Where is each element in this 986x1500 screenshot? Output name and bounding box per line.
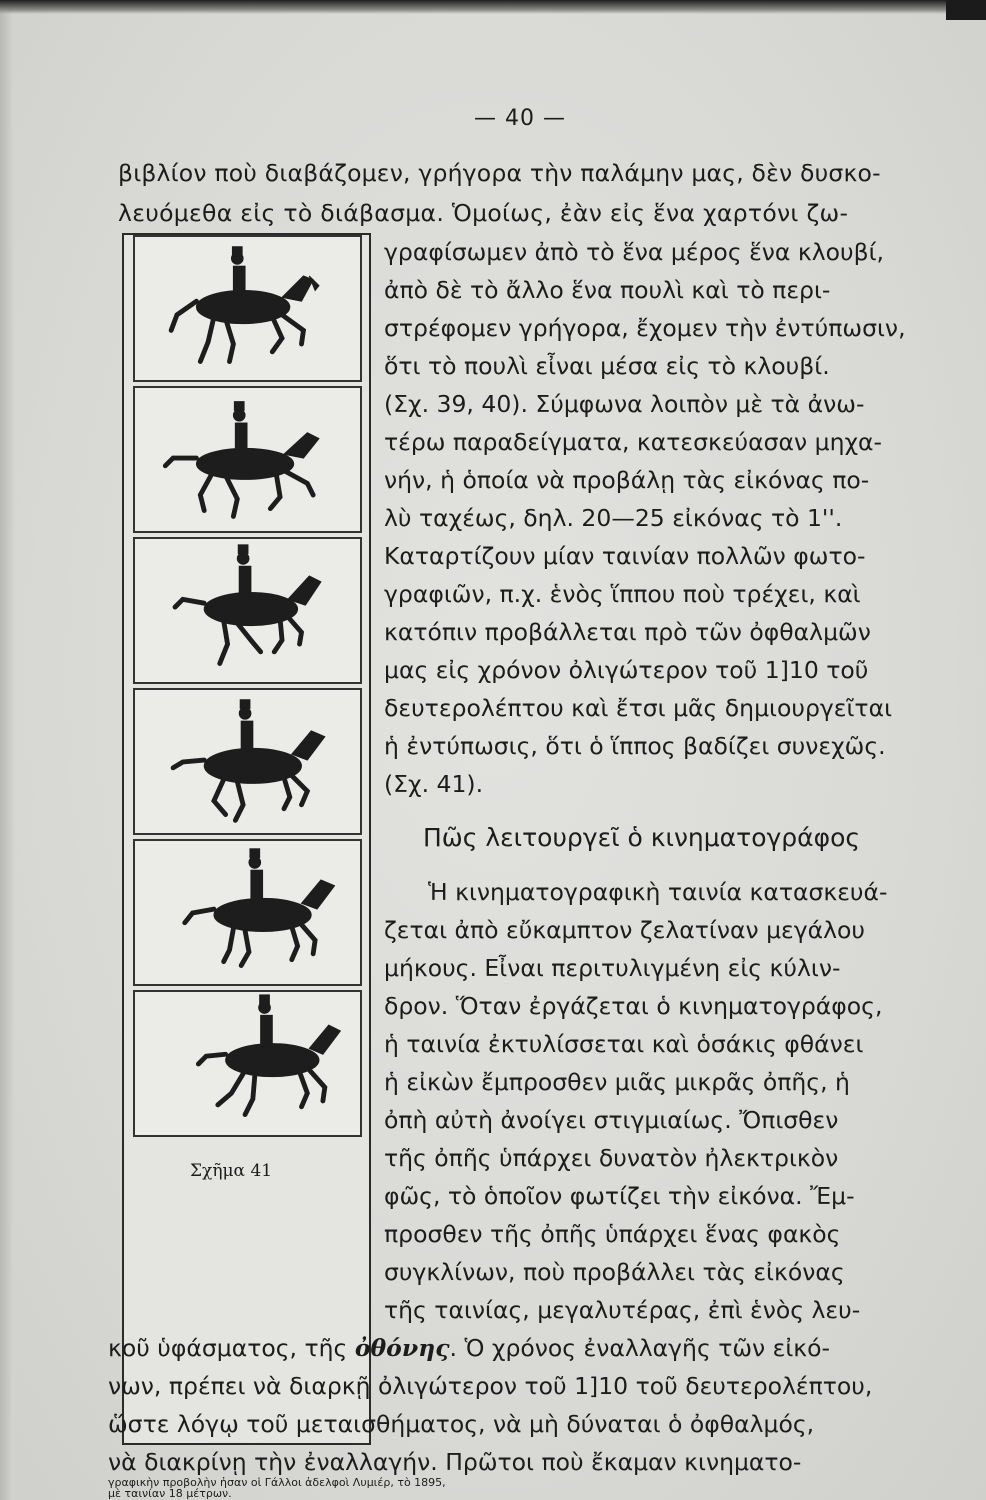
text-line: ὀπὴ αὐτὴ ἀνοίγει στιγμιαίως. Ὄπισθεν	[384, 1106, 839, 1134]
text-line: γραφιῶν, π.χ. ἑνὸς ἵππου ποὺ τρέχει, καὶ	[384, 580, 861, 608]
text-line: ἀπὸ δὲ τὸ ἄλλο ἕνα πουλὶ καὶ τὸ περι-	[384, 276, 831, 304]
text-line: μήκους. Εἶναι περιτυλιγμένη εἰς κύλιν-	[384, 954, 841, 982]
text-line: νων, πρέπει νὰ διαρκῇ ὀλιγώτερον τοῦ 1]10 τοῦ δευτερολέπτου,	[108, 1372, 873, 1400]
text-line: μὲ ταινίαν 18 μέτρων.	[108, 1487, 232, 1499]
text-line	[108, 1334, 830, 1362]
text-line: κατόπιν προβάλλεται πρὸ τῶν ὀφθαλμῶν	[384, 618, 871, 646]
text-line: γραφικὴν προβολὴν ἦσαν οἱ Γάλλοι ἀδελφοὶ Λυμιέρ, τὸ 1895,	[108, 1477, 446, 1489]
text-line: βιβλίον ποὺ διαβάζομεν, γρήγορα τὴν παλάμην μας, δὲν δυσκο-	[118, 159, 881, 187]
page-left-edge	[0, 0, 14, 1500]
text-fragment: . Ὁ χρόνος ἐναλλαγῆς τῶν εἰκό-	[449, 1334, 830, 1362]
text-line: ζεται ἀπὸ εὔκαμπτον ζελατίναν μεγάλου	[384, 916, 866, 944]
figure-frame-6	[133, 990, 362, 1137]
figure-frame-2	[133, 386, 362, 533]
page-corner-shadow	[946, 0, 986, 20]
horse-rider-image	[135, 539, 360, 682]
text-line: λὺ ταχέως, δηλ. 20—25 εἰκόνας τὸ 1''.	[384, 504, 843, 532]
text-line: τῆς ὀπῆς ὑπάρχει δυνατὸν ἠλεκτρικὸν	[384, 1144, 839, 1172]
text-line: ἡ εἰκὼν ἔμπροσθεν μιᾶς μικρᾶς ὀπῆς, ἡ	[384, 1068, 850, 1096]
text-line: ἡ ταινία ἐκτυλίσσεται καὶ ὁσάκις φθάνει	[384, 1030, 864, 1058]
text-line: μας εἰς χρόνον ὀλιγώτερον τοῦ 1]10 τοῦ	[384, 656, 869, 684]
page-number: — 40 —	[474, 106, 566, 131]
horse-rider-image	[135, 690, 360, 833]
figure-caption: Σχῆμα 41	[190, 1161, 273, 1181]
text-line: τῆς ταινίας, μεγαλυτέρας, ἐπὶ ἑνὸς λευ-	[384, 1296, 861, 1324]
text-line: δευτερολέπτου καὶ ἔτσι μᾶς δημιουργεῖται	[384, 694, 893, 722]
figure-frame-1	[133, 235, 362, 382]
page-top-edge	[0, 0, 986, 14]
text-line: γραφίσωμεν ἀπὸ τὸ ἕνα μέρος ἕνα κλουβί,	[384, 238, 885, 266]
text-fragment: κοῦ ὑφάσματος, τῆς	[108, 1334, 348, 1362]
horse-rider-image	[135, 992, 360, 1135]
text-line: προσθεν τῆς ὀπῆς ὑπάρχει ἕνας φακὸς	[384, 1220, 841, 1248]
text-line: ὥστε λόγῳ τοῦ μεταισθήματος, νὰ μὴ δύναται ὁ ὀφθαλμός,	[108, 1410, 815, 1438]
figure-frame-3	[133, 537, 362, 684]
text-line: λευόμεθα εἰς τὸ διάβασμα. Ὁμοίως, ἐὰν εἰς ἕνα χαρτόνι ζω-	[118, 199, 849, 227]
figure-frame-5	[133, 839, 362, 986]
text-line: ἡ ἐντύπωσις, ὅτι ὁ ἵππος βαδίζει συνεχῶς.	[384, 732, 886, 760]
text-line: ὅτι τὸ πουλὶ εἶναι μέσα εἰς τὸ κλουβί.	[384, 352, 830, 380]
text-line: στρέφομεν γρήγορα, ἔχομεν τὴν ἐντύπωσιν,	[384, 314, 906, 342]
text-line: φῶς, τὸ ὁποῖον φωτίζει τὴν εἰκόνα. Ἔμ-	[384, 1182, 855, 1210]
text-overflow-lines	[108, 1477, 968, 1499]
text-line: (Σχ. 41).	[384, 770, 484, 798]
text-line: νήν, ἡ ὁποία νὰ προβάλῃ τὰς εἰκόνας πο-	[384, 466, 870, 494]
text-line: συγκλίνων, ποὺ προβάλλει τὰς εἰκόνας	[384, 1258, 845, 1286]
text-line: τέρω παραδείγματα, κατεσκεύασαν μηχα-	[384, 428, 883, 456]
text-line: δρον. Ὅταν ἐργάζεται ὁ κινηματογράφος,	[384, 992, 883, 1020]
text-line: Καταρτίζουν μίαν ταινίαν πολλῶν φωτο-	[384, 542, 866, 570]
horse-rider-image	[135, 237, 360, 380]
horse-rider-image	[135, 388, 360, 531]
section-heading: Πῶς λειτουργεῖ ὁ κινηματογράφος	[423, 823, 861, 852]
horse-rider-image	[135, 841, 360, 984]
text-line: νὰ διακρίνῃ τὴν ἐναλλαγήν. Πρῶτοι ποὺ ἔκαμαν κινηματο-	[108, 1448, 802, 1476]
horse-motion-figure	[122, 233, 371, 1445]
text-line: (Σχ. 39, 40). Σύμφωνα λοιπὸν μὲ τὰ ἀνω-	[384, 390, 865, 418]
text-line: Ἡ κινηματογραφικὴ ταινία κατασκευά-	[428, 878, 888, 906]
emphasized-word: ὀθόνης	[354, 1334, 450, 1362]
figure-frame-4	[133, 688, 362, 835]
